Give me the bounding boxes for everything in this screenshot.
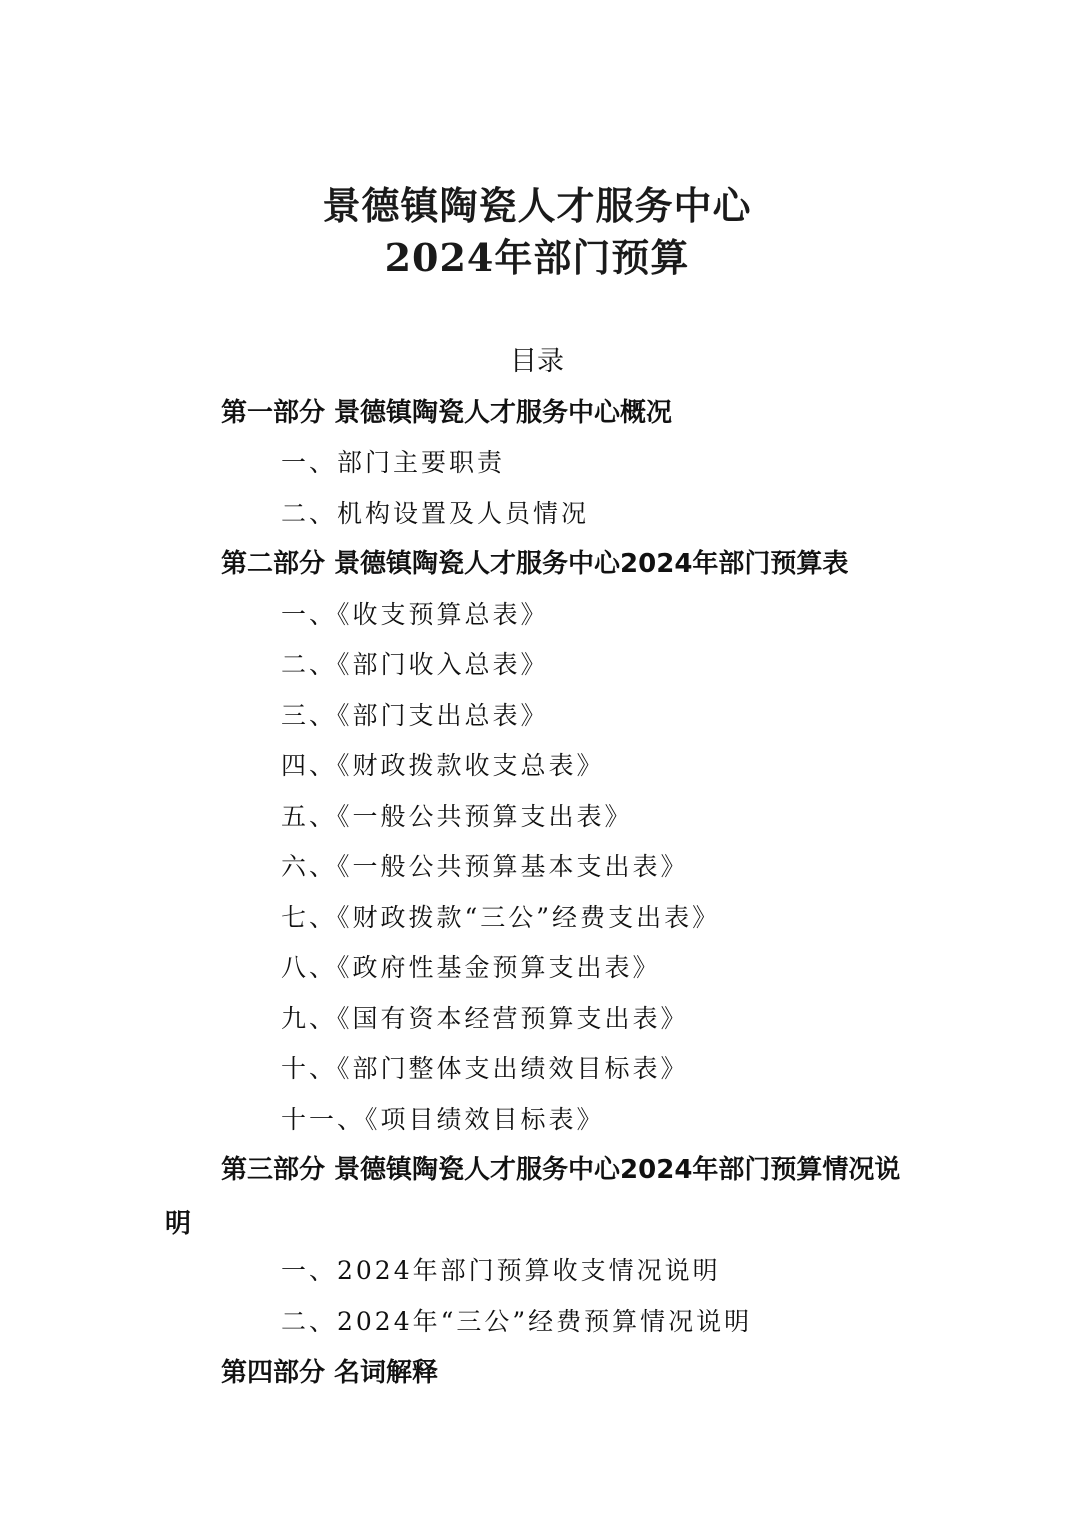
- part1-item-2: 二、机构设置及人员情况: [281, 499, 590, 528]
- part2-item-7: 七、《财政拨款“三公”经费支出表》: [281, 903, 721, 932]
- part2-item-5: 五、《一般公共预算支出表》: [281, 802, 633, 831]
- part2-item-4: 四、《财政拨款收支总表》: [281, 751, 605, 780]
- part2-item-11: 十一、《项目绩效目标表》: [281, 1105, 605, 1134]
- part2-item-10: 十、《部门整体支出绩效目标表》: [281, 1054, 689, 1083]
- part4-heading: 第四部分 名词解释: [221, 1358, 439, 1388]
- part2-item-9: 九、《国有资本经营预算支出表》: [281, 1004, 689, 1033]
- document-title: [0, 180, 1074, 284]
- part2-item-3: 三、《部门支出总表》: [281, 701, 549, 730]
- part3-item-2: 二、2024年“三公”经费预算情况说明: [281, 1307, 753, 1336]
- part2-item-1: 一、《收支预算总表》: [281, 600, 549, 629]
- part3-item-1: 一、2024年部门预算收支情况说明: [281, 1256, 721, 1285]
- part2-item-6: 六、《一般公共预算基本支出表》: [281, 852, 689, 881]
- part3-heading: 第三部分 景德镇陶瓷人才服务中心2024年部门预算情况说明: [165, 1155, 901, 1239]
- toc-heading: 目录: [510, 346, 564, 377]
- part1-heading: 第一部分 景德镇陶瓷人才服务中心概况: [221, 398, 673, 428]
- part1-item-1: 一、部门主要职责: [281, 448, 506, 477]
- part2-item-8: 八、《政府性基金预算支出表》: [281, 953, 661, 982]
- title-line-2: 2024年部门预算: [384, 235, 690, 280]
- title-line-1: 景德镇陶瓷人才服务中心: [322, 183, 752, 228]
- part2-item-2: 二、《部门收入总表》: [281, 650, 549, 679]
- part2-heading: 第二部分 景德镇陶瓷人才服务中心2024年部门预算表: [221, 549, 849, 579]
